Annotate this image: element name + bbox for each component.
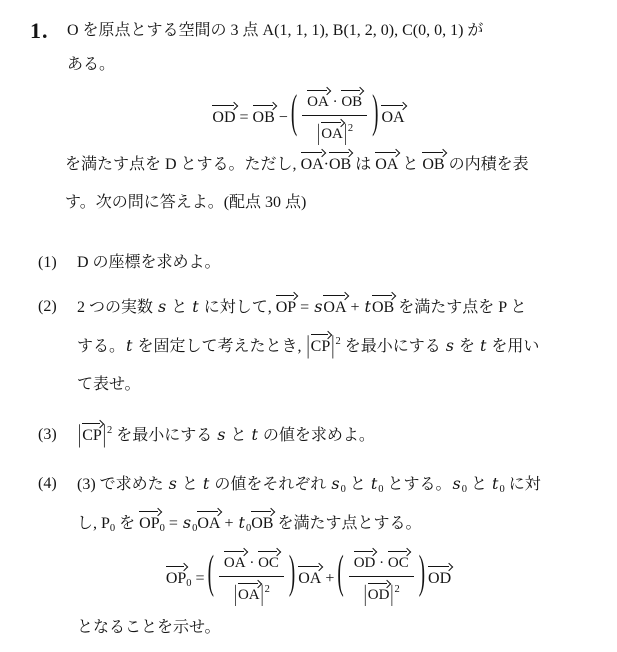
vector-ob: OB xyxy=(372,292,394,317)
problem-item-1 xyxy=(38,244,587,282)
right-paren-2: ) xyxy=(418,548,426,600)
intro-line-1 xyxy=(67,14,483,48)
fraction-oa-oc xyxy=(219,547,284,607)
vector-oa: OA xyxy=(323,292,346,317)
vector-oa: OA xyxy=(301,149,324,174)
fraction-denominator xyxy=(316,116,354,146)
subscript: 0 xyxy=(499,484,505,495)
superscript: 2 xyxy=(394,583,400,595)
vector-op: OP xyxy=(166,563,186,588)
item-2-line-2 xyxy=(77,327,587,366)
formula-od-definition xyxy=(30,82,587,146)
text-run: = xyxy=(164,515,182,532)
fraction-oa-ob xyxy=(302,86,367,146)
vector-oc: OC xyxy=(258,548,279,572)
math-variable: t xyxy=(479,336,487,355)
abs-bar: | xyxy=(102,422,106,449)
vector-ob: OB xyxy=(329,149,351,174)
after-formula-line-2 xyxy=(65,184,587,222)
math-variable: s xyxy=(217,425,226,444)
subscript: 0 xyxy=(192,523,198,534)
text-run: に対して, xyxy=(199,299,276,316)
vector-oa: OA xyxy=(321,119,343,143)
vector-ob: OB xyxy=(422,149,444,174)
math-variable: s xyxy=(331,474,340,493)
formula-op0-identity xyxy=(30,543,587,607)
math-variable: s xyxy=(314,297,323,316)
math-variable: t xyxy=(238,513,245,532)
vector-oc: OC xyxy=(388,548,409,572)
subscript: 0 xyxy=(340,484,346,495)
item-3-line-1 xyxy=(77,416,587,455)
item-3-label: (3) xyxy=(38,426,57,443)
text-run: とする。 xyxy=(383,476,452,493)
item-4-label: (4) xyxy=(38,475,57,492)
text-run: ある。 xyxy=(67,56,116,73)
vector-ob: OB xyxy=(341,87,362,111)
text-run: を xyxy=(454,338,479,355)
math-variable: s xyxy=(158,297,167,316)
text-run: (3) で求めた xyxy=(77,476,168,493)
text-run: · xyxy=(375,554,388,571)
text-run: は xyxy=(351,156,376,173)
superscript: 2 xyxy=(335,336,341,347)
left-paren-1: ( xyxy=(207,548,214,600)
fraction-1-denominator xyxy=(233,577,270,607)
abs-bar: | xyxy=(306,333,310,360)
abs-bar: | xyxy=(331,333,335,360)
subscript: 0 xyxy=(378,484,384,495)
text-run: と xyxy=(177,476,202,493)
text-run: の内積を表 xyxy=(444,156,529,173)
text-run: − xyxy=(274,108,288,126)
problem-intro xyxy=(30,14,587,82)
after-formula-paragraph xyxy=(65,146,587,222)
text-run: と xyxy=(167,299,192,316)
math-variable: t xyxy=(126,336,133,355)
math-variable: s xyxy=(452,474,461,493)
abs-bar: | xyxy=(317,120,321,146)
vector-oa: OA xyxy=(381,102,404,127)
formula-od-tail xyxy=(381,102,404,127)
text-run: と xyxy=(345,476,370,493)
item-2-text xyxy=(77,288,587,404)
text-run: + xyxy=(321,569,335,587)
right-paren: ) xyxy=(372,87,379,139)
abs-bar: | xyxy=(233,581,237,607)
vector-ob: OB xyxy=(251,508,273,533)
item-4-text xyxy=(77,465,587,543)
item-4-line-1 xyxy=(77,465,587,504)
math-variable: t xyxy=(202,474,210,493)
subscript: 0 xyxy=(245,523,252,534)
vector-oa: OA xyxy=(375,149,398,174)
item-1-label: (1) xyxy=(38,254,57,271)
item-1-text xyxy=(77,244,587,282)
vector-od: OD xyxy=(428,563,451,588)
subscript: 0 xyxy=(159,523,165,534)
text-run: を最小にする xyxy=(340,338,445,355)
fraction-2-numerator xyxy=(349,547,414,577)
formula-od-lhs xyxy=(212,102,287,127)
vector-cp: CP xyxy=(311,331,331,356)
text-run: を用い xyxy=(487,338,540,355)
text-run: + xyxy=(346,299,364,316)
text-run: し, P xyxy=(77,515,110,532)
text-run: を満たす点を P と xyxy=(394,299,527,316)
item-2-label: (2) xyxy=(38,298,57,315)
text-run: の値をそれぞれ xyxy=(210,476,331,493)
problem-item-3 xyxy=(38,416,587,455)
fraction-od-oc xyxy=(349,547,414,607)
vector-cp: CP xyxy=(82,420,102,445)
abs-bar: | xyxy=(390,581,394,607)
problem-number: 1. xyxy=(30,18,49,43)
left-paren: ( xyxy=(290,87,298,139)
text-run: となることを示せ。 xyxy=(77,619,221,636)
problem-item-4 xyxy=(38,465,587,543)
vector-oa: OA xyxy=(238,580,260,604)
math-variable: t xyxy=(364,297,371,316)
item-3-text xyxy=(77,416,587,455)
text-run: を固定して考えたとき, xyxy=(133,338,306,355)
formula-op0-lhs xyxy=(166,563,205,588)
abs-bar: | xyxy=(343,120,347,146)
formula-op0-tail xyxy=(428,563,451,588)
text-run: 2 つの実数 xyxy=(77,299,158,316)
text-run: + xyxy=(220,515,238,532)
intro-text xyxy=(67,14,483,82)
vector-oa: OA xyxy=(298,563,321,588)
text-run: D の座標を求めよ。 xyxy=(77,254,221,271)
formula-op0-mid xyxy=(298,563,334,588)
superscript: 2 xyxy=(106,425,113,436)
vector-oa: OA xyxy=(307,87,329,111)
right-paren-1: ) xyxy=(288,548,296,600)
vector-ob: OB xyxy=(253,102,275,127)
math-variable: s xyxy=(168,474,177,493)
text-run: する。 xyxy=(77,338,126,355)
text-run: て表せ。 xyxy=(77,376,141,393)
text-run: O を原点とする空間の 3 点 A(1, 1, 1), B(1, 2, 0), C(0, 0, 1) が xyxy=(67,22,484,39)
text-run: と xyxy=(226,427,251,444)
intro-line-2 xyxy=(67,48,483,82)
math-variable: t xyxy=(492,474,499,493)
vector-op: OP xyxy=(139,508,159,533)
text-run: = xyxy=(191,569,205,587)
text-run: = xyxy=(235,108,253,126)
subscript: 0 xyxy=(186,577,192,589)
text-run: す。次の問に答えよ。(配点 30 点) xyxy=(65,194,307,211)
sub-questions xyxy=(30,244,587,543)
vector-oa: OA xyxy=(197,508,220,533)
vector-od: OD xyxy=(212,102,235,127)
fraction-1-numerator xyxy=(219,547,284,577)
subscript: 0 xyxy=(109,523,116,534)
abs-bar: | xyxy=(260,581,264,607)
vector-oa: OA xyxy=(224,548,246,572)
abs-bar: | xyxy=(78,422,82,449)
superscript: 2 xyxy=(347,122,354,134)
math-variable: t xyxy=(192,297,199,316)
math-variable: t xyxy=(370,474,378,493)
text-run: を最小にする xyxy=(112,427,217,444)
text-run: を満たす点を D とする。ただし, xyxy=(65,156,301,173)
vector-od: OD xyxy=(354,548,376,572)
text-run: と xyxy=(398,156,423,173)
left-paren-2: ( xyxy=(337,548,344,600)
text-run: · xyxy=(245,554,259,571)
problem-item-2 xyxy=(38,288,587,404)
closing-line xyxy=(77,611,587,645)
vector-od: OD xyxy=(368,580,390,604)
math-variable: s xyxy=(445,336,454,355)
text-run: · xyxy=(328,93,342,110)
text-run: を満たす点とする。 xyxy=(273,515,422,532)
fraction-numerator xyxy=(302,86,367,116)
superscript: 2 xyxy=(264,583,270,595)
after-formula-line-1 xyxy=(65,146,587,184)
text-run: · xyxy=(323,156,329,173)
text-run: と xyxy=(467,476,492,493)
text-run: = xyxy=(296,299,314,316)
text-run: の値を求めよ。 xyxy=(258,427,375,444)
math-variable: t xyxy=(251,425,258,444)
item-1-line-1 xyxy=(77,244,587,282)
vector-op: OP xyxy=(276,292,296,317)
fraction-2-denominator xyxy=(363,577,400,607)
item-4-line-2 xyxy=(77,504,587,543)
abs-bar: | xyxy=(363,581,367,607)
math-variable: s xyxy=(182,513,192,532)
text-run: に対 xyxy=(504,476,541,493)
text-run: を xyxy=(115,515,140,532)
subscript: 0 xyxy=(461,484,468,495)
